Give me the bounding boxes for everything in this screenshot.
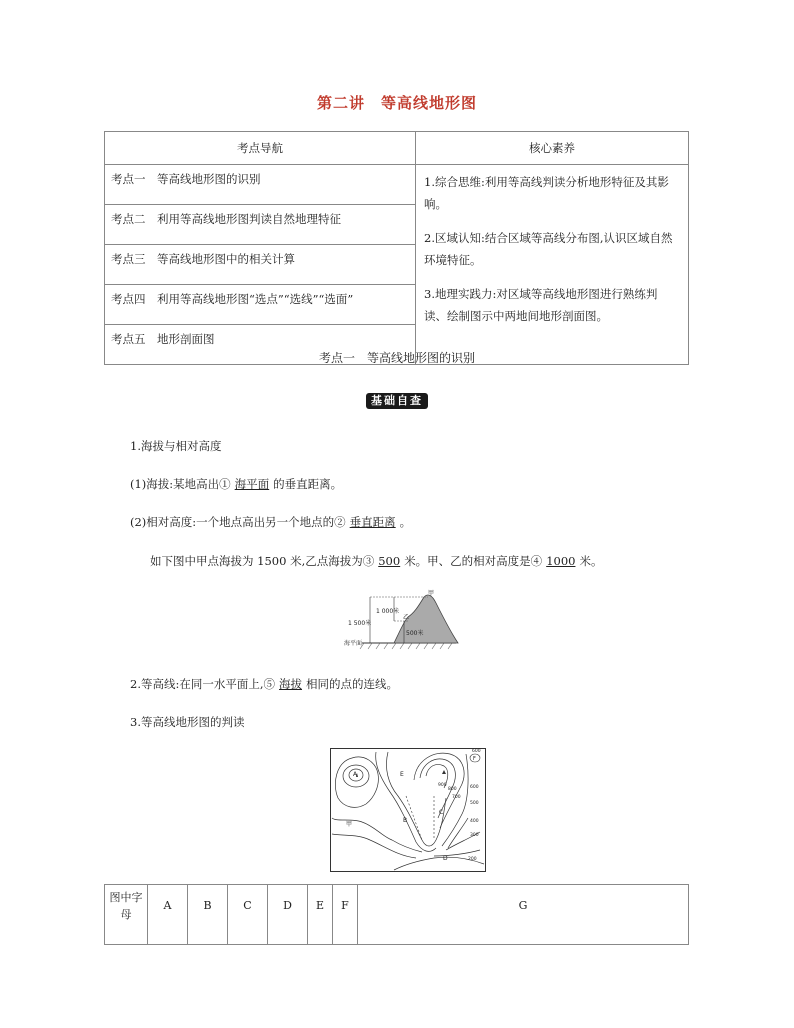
kaodian-item: 考点四 利用等高线地形图“选点”“选线”“选面” [105,285,416,325]
label-A: A [353,771,358,778]
label-yi: 乙 [403,614,410,621]
contour-700: 700 [452,795,461,800]
literacy-item: 1.综合思维:利用等高线判读分析地形特征及其影响。 [424,175,669,211]
label-F: F [473,756,476,762]
label-sea-level: 海平面 [344,640,363,647]
line-contour-def: 2.等高线:在同一水平面上,⑤ 海拔 相同的点的连线。 [130,677,399,691]
altitude-figure [344,587,466,651]
heading-contour-reading: 3.等高线地形图的判读 [130,715,245,729]
kaodian-item: 考点二 利用等高线地形图判读自然地理特征 [105,205,416,245]
answer-blank: 垂直距离 [349,515,396,529]
kaodian-item: 考点一 等高线地形图的识别 [105,165,416,205]
answer-blank: 500 [378,554,401,568]
contour-300: 300 [470,833,479,838]
label-D: D [443,855,448,862]
label-1000: 1 000米 [376,608,400,615]
contour-map-figure [330,748,486,872]
basic-review-badge: 基础自查 [366,393,428,409]
letter-table [104,884,689,945]
letter-cell: C [228,885,268,945]
literacy-item: 2.区域认知:结合区域等高线分布图,认识区域自然环境特征。 [424,231,673,267]
contour-200: 200 [468,857,477,862]
letter-cell: E [308,885,333,945]
contour-600: 600 [470,785,479,790]
contour-900: 900 [438,783,447,788]
col2-header: 核心素养 [416,132,689,165]
label-jia: 甲 [428,590,435,597]
contour-500: 500 [470,801,479,806]
letter-table-header: 图中字母 [105,885,148,945]
page-title: 第二讲 等高线地形图 [316,94,477,112]
kaodian-item: 考点五 地形剖面图 [105,325,416,365]
contour-400: 400 [470,819,479,824]
line-relative-height: (2)相对高度:一个地点高出另一个地点的② 垂直距离 。 [130,515,412,529]
contour-600-top: 600 [472,749,481,754]
col1-header: 考点导航 [105,132,416,165]
label-C: C [439,809,444,816]
letter-cell: A [148,885,188,945]
label-jia: 甲 [346,821,353,828]
navigation-table [104,131,689,365]
line-example: 如下图中甲点海拔为 1500 米,乙点海拔为③ 500 米。甲、乙的相对高度是④ 1000 米。 [150,554,603,568]
literacy-item: 3.地理实践力:对区域等高线地形图进行熟练判读、绘制图示中两地间地形剖面图。 [424,287,658,323]
contour-800: 800 [448,787,457,792]
line-altitude: (1)海拔:某地高出① 海平面 的垂直距离。 [130,477,343,491]
heading-altitude: 1.海拔与相对高度 [130,439,222,453]
letter-cell: B [188,885,228,945]
label-E: E [400,771,404,778]
answer-blank: 1000 [546,554,576,568]
letter-cell: D [268,885,308,945]
label-B: B [403,817,408,824]
letter-cell: G [358,885,689,945]
label-500: 500米 [406,630,424,637]
letter-cell: F [333,885,358,945]
literacy-cell [416,165,689,365]
answer-blank: 海平面 [234,477,270,491]
label-1500: 1 500米 [348,620,372,627]
section-title: 考点一 等高线地形图的识别 [318,351,475,365]
kaodian-item: 考点三 等高线地形图中的相关计算 [105,245,416,285]
answer-blank: 海拔 [279,677,303,691]
